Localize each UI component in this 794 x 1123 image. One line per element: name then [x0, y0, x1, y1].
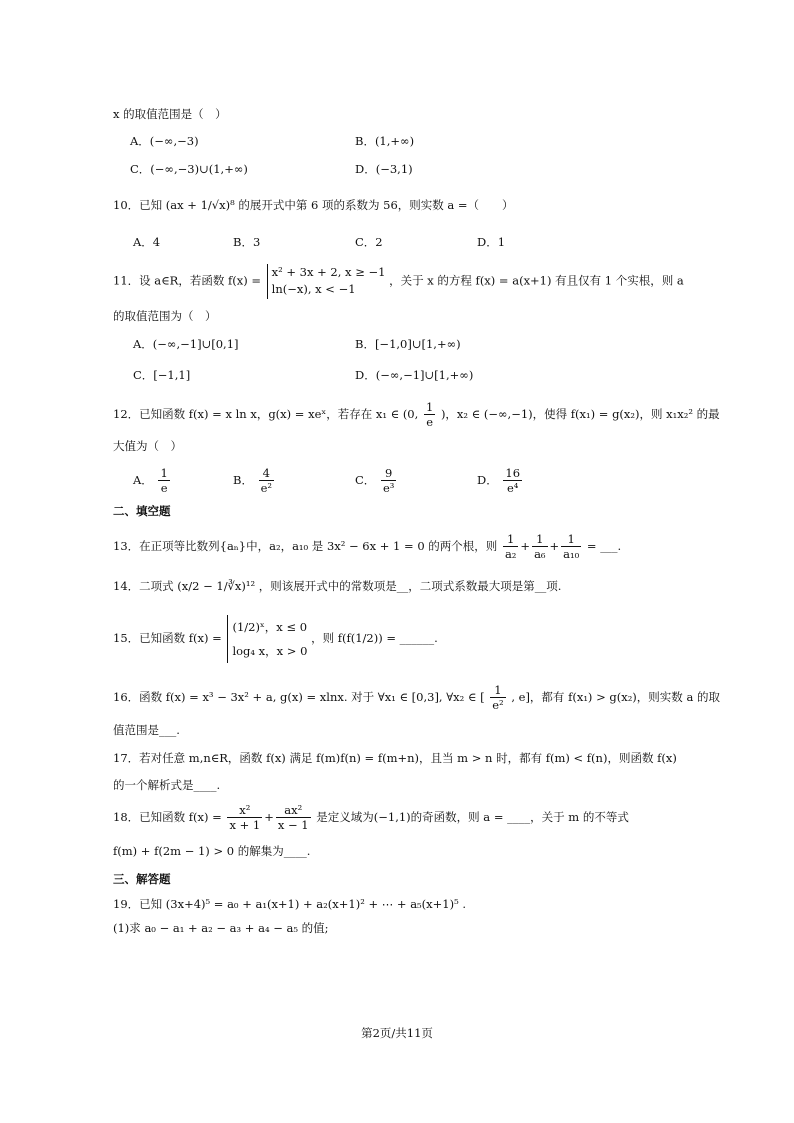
- q13-prefix: 13．在正项等比数列{aₙ}中，a₂，a₁₀ 是 3x² − 6x + 1 = 0 的两个根，则: [113, 538, 498, 553]
- q13-t2-den: a₆: [534, 547, 546, 562]
- q14-stem: [113, 580, 561, 594]
- q10-option-a[interactable]: A．4: [133, 235, 161, 249]
- page-footer: 第2页/共11页: [361, 1026, 433, 1040]
- q12-option-d-frac: [503, 466, 522, 496]
- q12-a-den: e: [160, 481, 168, 496]
- q11-stem-line2: 的取值范围为（ ）: [113, 309, 217, 323]
- q13-term-2: [532, 532, 547, 562]
- q10-option-b[interactable]: B．3: [233, 235, 261, 249]
- q16-fraction: [490, 683, 505, 713]
- q18-f1-num: x²: [227, 803, 262, 818]
- q18-stem-line2: f(m) + f(2m − 1) > 0 的解集为____.: [113, 844, 311, 858]
- q15-stem: [113, 615, 438, 663]
- q15-piecewise: [227, 615, 307, 663]
- q11-option-c[interactable]: C．[−1,1]: [133, 368, 191, 382]
- q14-suffix: ，则该展开式中的常数项是__，二项式系数最大项是第__项.: [258, 579, 562, 593]
- q12-b-num: 4: [259, 466, 274, 481]
- q15-case-2: log₄ x，x > 0: [232, 644, 308, 659]
- q11-stem: [113, 264, 684, 299]
- q10-suffix: 的展开式中第 6 项的系数为 56，则实数 a =（ ）: [238, 198, 514, 212]
- q17-stem: 17．若对任意 m,n∈R，函数 f(x) 满足 f(m)f(n) = f(m+n)，且当 m > n 时，都有 f(m) < f(n)，则函数 f(x): [113, 751, 677, 765]
- q9-option-c[interactable]: C．(−∞,−3)∪(1,+∞): [130, 162, 248, 176]
- q15-case-1: (1/2)ˣ，x ≤ 0: [232, 620, 308, 634]
- q9-option-d[interactable]: D．(−3,1): [355, 162, 413, 176]
- section-fill-in-heading: 二、填空题: [113, 504, 171, 518]
- q12-d-den: e⁴: [507, 481, 519, 496]
- q18-fraction-2: [276, 803, 311, 833]
- q12-stem: [113, 400, 720, 430]
- q13-stem: 13．在正项等比数列{aₙ}中，a₂，a₁₀ 是 3x² − 6x + 1 = 0 的两个根，则 $\frac{1}{\text{a₂}}$ + $\frac{1}{\text{a₆}}$ + $\frac{1}{\text{a₁₀}}$ = ___.: [113, 532, 622, 562]
- q11-option-a[interactable]: A．(−∞,−1]∪[0,1]: [133, 337, 239, 351]
- q13-term-3: [561, 532, 581, 562]
- q14-prefix: 14．二项式: [113, 579, 174, 593]
- q18-f1-den: x + 1: [229, 818, 261, 833]
- q18-f2-num: ax²: [276, 803, 311, 818]
- q12-frac-num: 1: [425, 400, 434, 414]
- q9-stem-tail: x 的取值范围是（ ）: [113, 107, 227, 121]
- q13-t3-num: 1: [561, 532, 581, 547]
- q16-suffix: , e]，都有 f(x₁) > g(x₂)，则实数 a 的取: [511, 689, 720, 704]
- q18-fraction-1: [227, 803, 262, 833]
- q11-piecewise: [267, 264, 386, 299]
- q12-option-a[interactable]: [133, 466, 172, 496]
- q12-option-c[interactable]: [355, 466, 398, 496]
- q10-expression: (ax + 1/√x)⁸: [165, 198, 235, 212]
- q16-frac-num: 1: [490, 683, 505, 698]
- q18-prefix: 18．已知函数 f(x) =: [113, 809, 222, 824]
- q12-prefix: 12．已知函数 f(x) = x ln x，g(x) = xeˣ，若存在 x₁ ∈ (0,: [113, 406, 419, 421]
- q19-stem: 19．已知 (3x+4)⁵ = a₀ + a₁(x+1) + a₂(x+1)² + ⋯ + a₅(x+1)⁵ .: [113, 897, 466, 911]
- q10-option-d[interactable]: D．1: [477, 235, 506, 249]
- q10-option-c[interactable]: C．2: [355, 235, 383, 249]
- q12-a-num: 1: [160, 466, 168, 480]
- q15-suffix: ，则 f(f(1/2)) = ______.: [311, 631, 438, 646]
- q12-option-b[interactable]: [233, 466, 276, 496]
- q15-prefix: 15．已知函数 f(x) =: [113, 631, 222, 646]
- q12-stem-line2: 大值为（ ）: [113, 439, 182, 453]
- q11-case-1: x² + 3x + 2, x ≥ −1: [271, 265, 386, 279]
- q11-option-b[interactable]: B．[−1,0]∪[1,+∞): [355, 337, 461, 351]
- q10-prefix: 10．已知: [113, 198, 163, 212]
- q10-stem: [113, 199, 514, 213]
- q12-option-a-frac: [158, 466, 169, 496]
- q16-frac-den: e²: [492, 698, 504, 713]
- q9-option-a[interactable]: A．(−∞,−3): [130, 134, 199, 148]
- q12-option-d-letter: D．: [477, 472, 498, 487]
- q12-suffix: )，x₂ ∈ (−∞,−1)，使得 f(x₁) = g(x₂)，则 x₁x₂² 的最: [440, 406, 720, 421]
- q12-c-den: e³: [382, 481, 395, 496]
- q12-c-num: 9: [381, 466, 396, 481]
- q12-option-b-letter: B．: [233, 472, 253, 487]
- q12-fraction: [424, 400, 435, 430]
- q12-option-b-frac: [259, 466, 274, 496]
- q18-stem: 18．已知函数 f(x) = $\frac{\text{x²}}{x + 1}$ + $\frac{\text{ax²}}{x - 1}$ 是定义域为(−1,1)的奇函数，则 a = ____，关于 m 的不等式: [113, 803, 629, 833]
- q16-stem-line2: 值范围是___.: [113, 723, 180, 737]
- q17-stem-line2: 的一个解析式是____.: [113, 778, 221, 792]
- q11-option-d[interactable]: D．(−∞,−1]∪[1,+∞): [355, 368, 474, 382]
- q11-prefix: 11．设 a∈R，若函数 f(x) =: [113, 273, 261, 288]
- q18-f2-den: x − 1: [277, 818, 309, 833]
- q12-option-a-letter: A．: [133, 472, 153, 487]
- q18-suffix: 是定义域为(−1,1)的奇函数，则 a = ____，关于 m 的不等式: [316, 809, 629, 824]
- q11-case-2: ln(−x), x < −1: [271, 282, 356, 297]
- q12-frac-den: e: [426, 415, 434, 430]
- q14-expression: (x/2 − 1/∛x)¹²: [177, 579, 256, 593]
- q13-t3-den: a₁₀: [563, 547, 580, 562]
- q12-d-num: 16: [505, 466, 521, 480]
- q12-option-c-letter: C．: [355, 472, 376, 487]
- q16-prefix: 16．函数 f(x) = x³ − 3x² + a, g(x) = xlnx. 对于 ∀x₁ ∈ [0,3], ∀x₂ ∈ [: [113, 689, 485, 704]
- q13-t1-den: a₂: [504, 547, 517, 562]
- q12-option-c-frac: [381, 466, 396, 496]
- q12-option-d[interactable]: [477, 466, 524, 496]
- q13-suffix: = ___.: [586, 538, 622, 553]
- q11-suffix: ，关于 x 的方程 f(x) = a(x+1) 有且仅有 1 个实根，则 a: [389, 273, 684, 288]
- q13-t1-num: 1: [503, 532, 518, 547]
- q13-t2-num: 1: [532, 532, 547, 547]
- q13-term-1: [503, 532, 518, 562]
- q16-stem: [113, 683, 720, 713]
- q9-option-b[interactable]: B．(1,+∞): [355, 134, 415, 148]
- q19-part-1: (1)求 a₀ − a₁ + a₂ − a₃ + a₄ − a₅ 的值;: [113, 921, 329, 935]
- q12-b-den: e²: [260, 481, 273, 496]
- section-answer-heading: 三、解答题: [113, 872, 171, 886]
